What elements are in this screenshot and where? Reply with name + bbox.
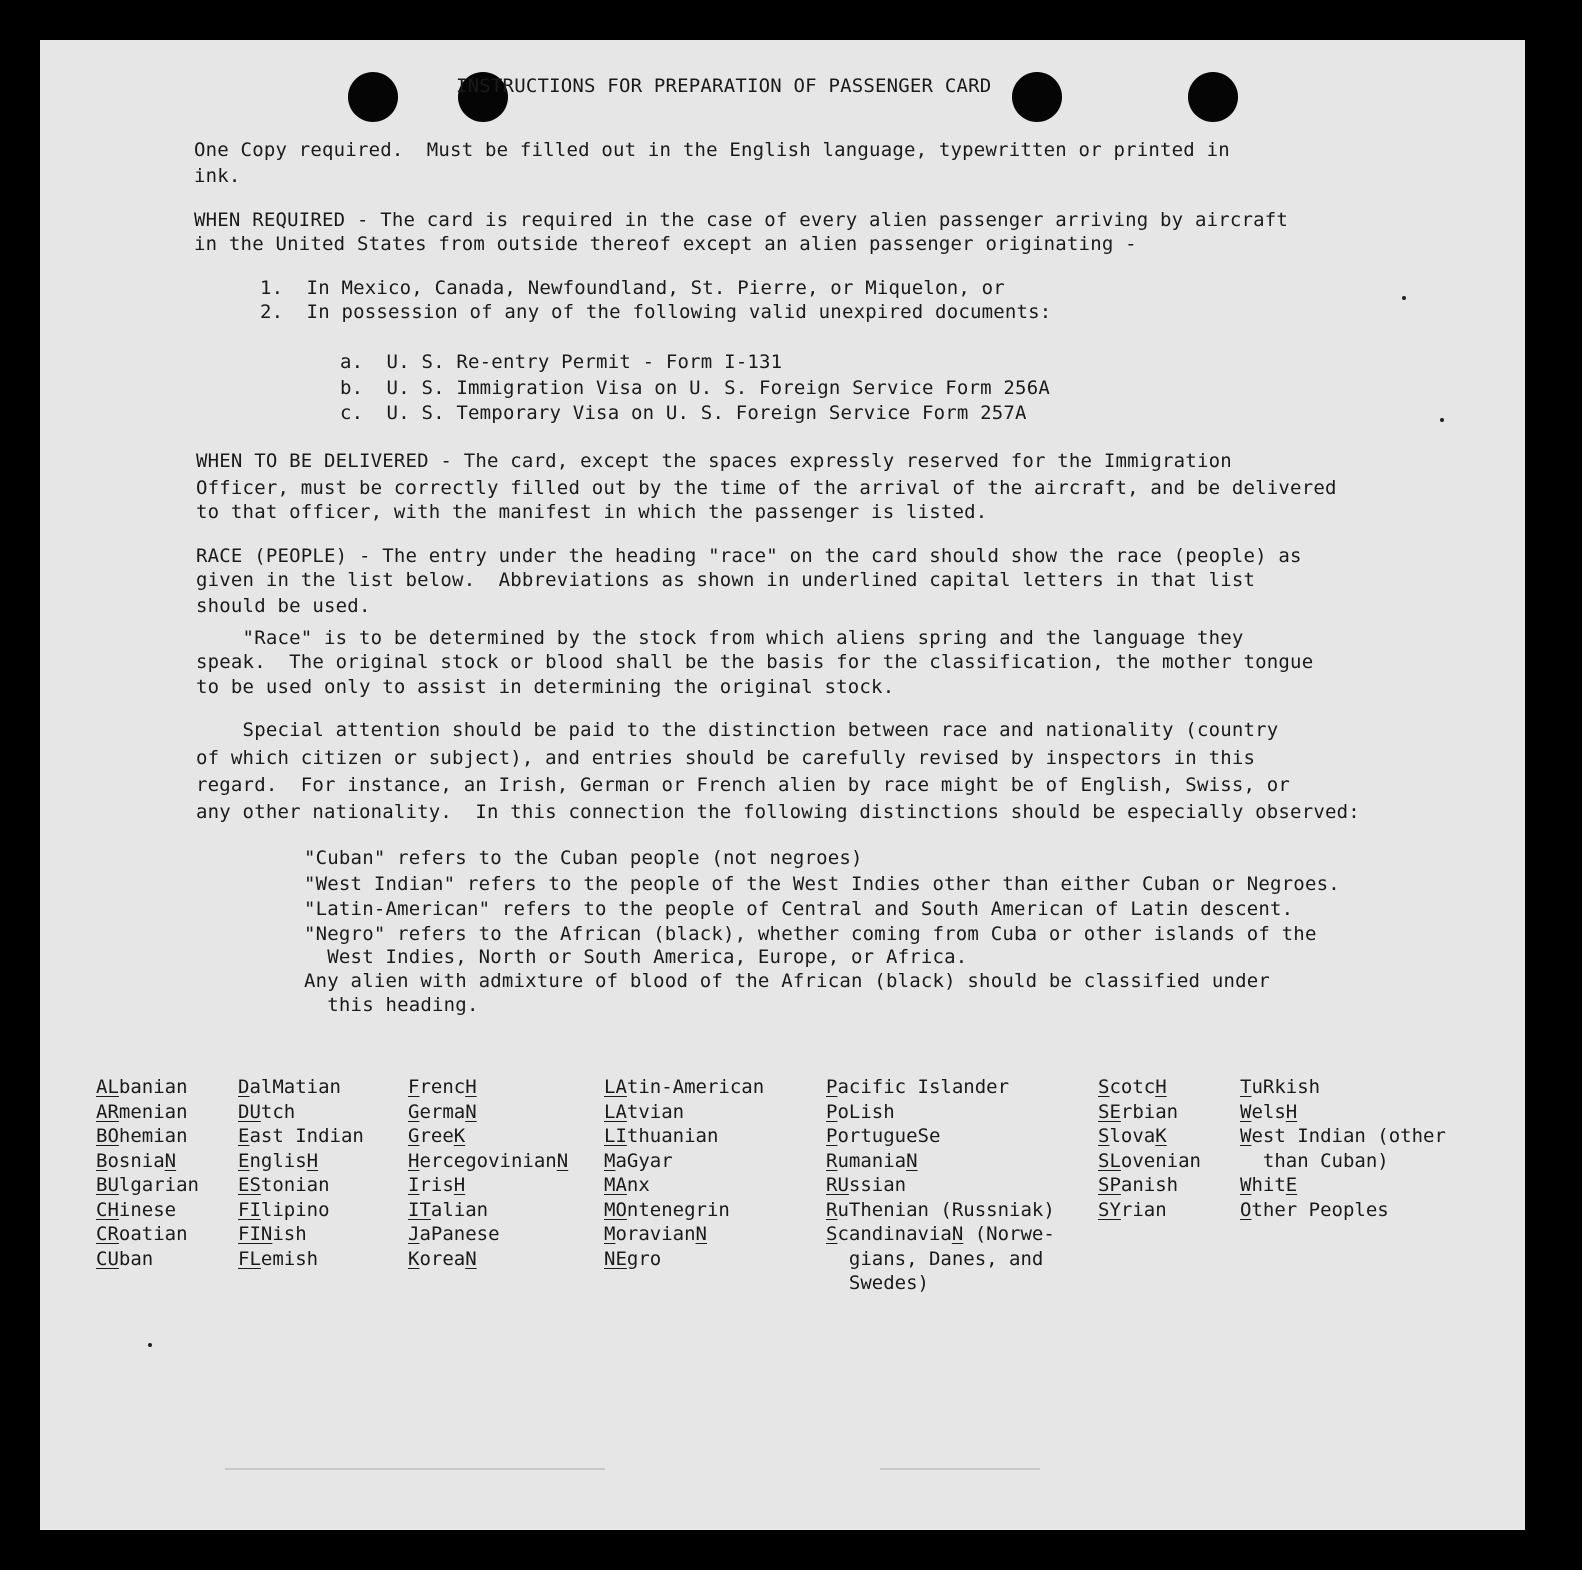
paper-speck: [148, 1343, 152, 1347]
punch-hole: [1012, 72, 1062, 122]
punch-hole: [1188, 72, 1238, 122]
special-attention-line: regard. For instance, an Irish, German or French alien by race might be of English, Swiss, or: [196, 774, 1291, 796]
distinction-line: "Latin-American" refers to the people of Central and South American of Latin descent.: [304, 898, 1294, 920]
race-entry: KoreaN: [408, 1247, 477, 1270]
race-entry: BOhemian: [96, 1125, 188, 1147]
race-people-line: RACE (PEOPLE) - The entry under the heading "race" on the card should show the race (people) as: [196, 545, 1302, 567]
race-entry: LIthuanian: [604, 1125, 719, 1147]
distinction-line: West Indies, North or South America, Europe, or Africa.: [304, 946, 968, 968]
race-definition-line: speak. The original stock or blood shall be the basis for the classification, the mother tongue: [196, 651, 1314, 673]
special-attention-line: any other nationality. In this connection the following distinctions should be especially observed:: [196, 801, 1360, 823]
document-item: c. U. S. Temporary Visa on U. S. Foreign Service Form 257A: [340, 402, 1027, 424]
race-entry: HercegovinianN: [408, 1149, 569, 1172]
race-entry: LAtvian: [604, 1100, 685, 1123]
race-entry: Other Peoples: [1240, 1198, 1389, 1221]
race-column: [96, 1075, 199, 1271]
race-entry: PoLish: [826, 1100, 895, 1123]
intro-line: One Copy required. Must be filled out in the English language, typewritten or printed in: [194, 139, 1230, 161]
race-entry: SLovenian: [1098, 1149, 1201, 1172]
race-entry: EnglisH: [238, 1149, 319, 1172]
distinction-line: "Negro" refers to the African (black), whether coming from Cuba or other islands of the: [304, 923, 1317, 945]
race-entry: CRoatian: [96, 1223, 188, 1245]
race-column: [604, 1075, 764, 1271]
race-column: [1098, 1075, 1201, 1222]
race-entry: East Indian: [238, 1125, 364, 1147]
race-entry: RuThenian (Russniak): [826, 1198, 1055, 1221]
distinction-line: "West Indian" refers to the people of the West Indies other than either Cuban or Negroes.: [304, 873, 1340, 895]
distinction-line: this heading.: [304, 994, 479, 1016]
race-entry: ScotcH: [1098, 1076, 1167, 1098]
race-entry: CUban: [96, 1247, 154, 1270]
race-column: [408, 1075, 568, 1271]
race-entry: ITalian: [408, 1198, 489, 1221]
race-entry: FLemish: [238, 1247, 319, 1270]
race-entry: Swedes): [826, 1272, 929, 1294]
faint-bleedthrough-line: [225, 1468, 605, 1470]
when-delivered-line: WHEN TO BE DELIVERED - The card, except the spaces expressly reserved for the Immigration: [196, 450, 1232, 472]
race-entry: LAtin-American: [604, 1076, 765, 1098]
race-entry: SErbian: [1098, 1100, 1179, 1123]
paper-speck: [1402, 296, 1406, 300]
when-delivered-line: to that officer, with the manifest in which the passenger is listed.: [196, 501, 988, 523]
race-definition-line: to be used only to assist in determining the original stock.: [196, 676, 895, 698]
race-entry: BosniaN: [96, 1149, 177, 1172]
race-entry: DUtch: [238, 1100, 296, 1123]
race-entry: ARmenian: [96, 1100, 188, 1123]
race-entry: gians, Danes, and: [826, 1247, 1044, 1270]
when-required-line: WHEN REQUIRED - The card is required in the case of every alien passenger arriving by aircraft: [194, 209, 1289, 231]
race-entry: WhitE: [1240, 1174, 1298, 1196]
race-entry: EStonian: [238, 1174, 330, 1196]
race-entry: WelsH: [1240, 1100, 1298, 1123]
faint-bleedthrough-line: [880, 1468, 1040, 1470]
document-item: a. U. S. Re-entry Permit - Form I-131: [340, 351, 783, 373]
race-people-line: should be used.: [196, 595, 371, 617]
race-entry: MaGyar: [604, 1149, 673, 1172]
race-definition-line: "Race" is to be determined by the stock from which aliens spring and the language they: [196, 627, 1244, 649]
race-entry: FrencH: [408, 1076, 477, 1098]
race-entry: RUssian: [826, 1174, 907, 1196]
when-delivered-line: Officer, must be correctly filled out by the time of the arrival of the aircraft, and be delivered: [196, 477, 1337, 499]
race-entry: SPanish: [1098, 1174, 1179, 1196]
race-entry: TuRkish: [1240, 1076, 1321, 1098]
race-entry: than Cuban): [1240, 1149, 1389, 1172]
race-entry: BUlgarian: [96, 1174, 199, 1196]
special-attention-line: Special attention should be paid to the distinction between race and nationality (country: [196, 719, 1279, 741]
race-entry: FIlipino: [238, 1198, 330, 1221]
race-entry: JaPanese: [408, 1223, 500, 1245]
race-entry: SYrian: [1098, 1198, 1167, 1221]
race-entry: MOntenegrin: [604, 1198, 730, 1221]
paper-speck: [1440, 418, 1444, 422]
distinction-line: Any alien with admixture of blood of the African (black) should be classified under: [304, 970, 1271, 992]
race-entry: IrisH: [408, 1174, 466, 1196]
race-entry: NEgro: [604, 1247, 662, 1270]
exception-item: 1. In Mexico, Canada, Newfoundland, St. Pierre, or Miquelon, or: [260, 277, 1005, 299]
race-entry: CHinese: [96, 1198, 177, 1221]
race-entry: MoravianN: [604, 1223, 707, 1245]
race-entry: Pacific Islander: [826, 1076, 1010, 1098]
race-entry: RumaniaN: [826, 1149, 918, 1172]
race-entry: MAnx: [604, 1174, 650, 1196]
when-required-line: in the United States from outside thereof except an alien passenger originating -: [194, 233, 1137, 255]
intro-line: ink.: [194, 165, 241, 187]
race-entry: PortugueSe: [826, 1125, 941, 1147]
distinction-line: "Cuban" refers to the Cuban people (not negroes): [304, 847, 863, 869]
race-entry: DalMatian: [238, 1076, 341, 1098]
race-entry: GreeK: [408, 1125, 466, 1147]
race-entry: SlovaK: [1098, 1125, 1167, 1147]
exception-item: 2. In possession of any of the following valid unexpired documents:: [260, 301, 1052, 323]
race-entry: ALbanian: [96, 1076, 188, 1098]
race-entry: ScandinaviaN (Norwe-: [826, 1223, 1055, 1245]
special-attention-line: of which citizen or subject), and entries should be carefully revised by inspectors in this: [196, 747, 1256, 769]
punch-hole: [348, 72, 398, 122]
race-column: [826, 1075, 1055, 1296]
race-entry: West Indian (other: [1240, 1125, 1446, 1147]
race-people-line: given in the list below. Abbreviations as shown in underlined capital letters in that list: [196, 569, 1256, 591]
race-column: [238, 1075, 364, 1271]
document-item: b. U. S. Immigration Visa on U. S. Foreign Service Form 256A: [340, 377, 1050, 399]
race-entry: FINish: [238, 1223, 307, 1245]
race-column: [1240, 1075, 1446, 1222]
race-entry: GermaN: [408, 1100, 477, 1123]
page-title: INSTRUCTIONS FOR PREPARATION OF PASSENGER CARD: [456, 75, 992, 97]
